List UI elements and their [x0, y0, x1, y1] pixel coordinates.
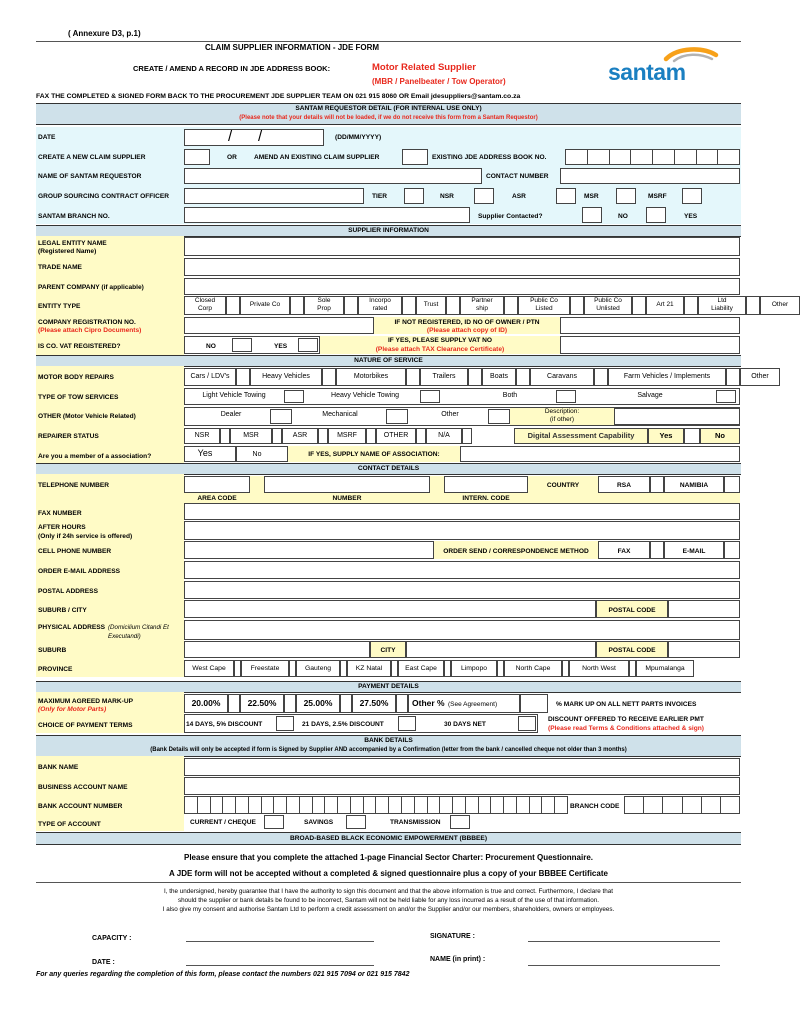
- markup-other-label: Other %: [412, 698, 445, 708]
- entity-type-label: Incorpo: [369, 297, 391, 304]
- province-checkbox[interactable]: [234, 660, 241, 677]
- repairer-status-checkbox[interactable]: [220, 428, 230, 444]
- entity-type-label: Unlisted: [596, 305, 620, 312]
- digital-no-label: No: [715, 431, 725, 440]
- country-label: COUNTRY: [546, 482, 580, 489]
- digital-capability-label: Digital Assessment Capability: [527, 431, 635, 440]
- amend-supplier-checkbox[interactable]: [402, 149, 428, 165]
- contact-number-label: CONTACT NUMBER: [486, 173, 549, 180]
- markup-other-field[interactable]: [520, 694, 548, 713]
- tier-checkbox-nsr[interactable]: [404, 188, 424, 204]
- company-registration-note: (Please attach Cipro Documents): [38, 327, 142, 334]
- physical-address-note: (Domicilium Citandi Et Executandi): [108, 624, 169, 640]
- annexure-label: ( Annexure D3, p.1): [68, 29, 141, 38]
- after-hours-sub: (Only if 24h service is offered): [38, 533, 133, 540]
- fax-instruction: FAX THE COMPLETED & SIGNED FORM BACK TO THE PROCUREMENT JDE SUPPLIER TEAM ON 021 915 8060 OR Email jdesuppliers@santam.co.za: [36, 93, 521, 100]
- account-number-label: BANK ACCOUNT NUMBER: [38, 803, 123, 810]
- declaration-line-2: should the supplier or bank details be found to be incorrect, Santam will not be held liable for any loss incurred as a result of the use of that information.: [177, 897, 600, 904]
- entity-type-label: Prop: [317, 305, 331, 312]
- terms-21-checkbox[interactable]: [398, 716, 416, 731]
- business-account-field[interactable]: [184, 777, 740, 795]
- province-label: North West: [582, 665, 616, 672]
- motor-body-checkbox[interactable]: [322, 368, 336, 386]
- other-dealer-checkbox[interactable]: [270, 409, 292, 424]
- repairer-status-checkbox[interactable]: [318, 428, 328, 444]
- entity-type-label: Liability: [711, 305, 733, 312]
- association-name-label: IF YES, SUPPLY NAME OF ASSOCIATION:: [308, 451, 440, 458]
- fax-number-field[interactable]: [184, 503, 740, 520]
- markup-value: 20.00%: [191, 698, 221, 708]
- other-other-option: Other: [441, 411, 459, 418]
- order-email-label: E-MAIL: [682, 548, 706, 555]
- capacity-line[interactable]: [186, 941, 374, 942]
- date-label: DATE: [38, 134, 56, 141]
- postal-code-2-field[interactable]: [668, 641, 740, 658]
- country-namibia-checkbox[interactable]: [724, 476, 740, 493]
- existing-jde-number-field[interactable]: [565, 149, 740, 165]
- bank-note: (Bank Details will only be accepted if form is Signed by Supplier AND accompanied by a Confirmation (letter from the bank / cancelled cheque not older than 3 months): [150, 747, 627, 753]
- repairer-status-label: MSR: [243, 432, 259, 439]
- motor-body-checkbox[interactable]: [516, 368, 530, 386]
- motor-body-checkbox[interactable]: [468, 368, 482, 386]
- bank-header-text: BANK DETAILS: [364, 737, 413, 744]
- markup-options: [184, 694, 408, 713]
- legal-entity-label: LEGAL ENTITY NAME: [38, 240, 107, 247]
- business-account-label: BUSINESS ACCOUNT NAME: [38, 784, 128, 791]
- telephone-label: TELEPHONE NUMBER: [38, 482, 110, 489]
- city-field[interactable]: [406, 641, 596, 658]
- area-code-label: AREA CODE: [197, 495, 237, 502]
- other-mechanical-checkbox[interactable]: [386, 409, 408, 424]
- service-section-header: NATURE OF SERVICE: [36, 355, 741, 367]
- tow-salvage-checkbox[interactable]: [716, 390, 736, 403]
- requestor-name-label: NAME OF SANTAM REQUESTOR: [38, 173, 142, 180]
- entity-type-checkbox[interactable]: [504, 296, 518, 315]
- motor-body-checkbox[interactable]: [726, 368, 740, 386]
- markup-checkbox[interactable]: [228, 694, 240, 713]
- motor-body-label: Trailers: [432, 373, 456, 380]
- after-hours-label: AFTER HOURS: [38, 524, 86, 531]
- entity-type-label: Ltd: [717, 297, 727, 304]
- telephone-intern-field[interactable]: [444, 476, 528, 493]
- contacted-no-label: NO: [618, 213, 628, 220]
- markup-other-note: (See Agreement): [448, 701, 498, 708]
- order-email-address-field[interactable]: [184, 561, 740, 579]
- markup-checkbox[interactable]: [396, 694, 408, 713]
- signature-line[interactable]: [528, 941, 720, 942]
- association-yes-label: Yes: [197, 448, 213, 458]
- repairer-status-label: OTHER: [383, 432, 409, 439]
- entity-type-label: Sole: [317, 297, 331, 304]
- tow-both-option: Both: [502, 392, 518, 399]
- tier-checkbox-msrf[interactable]: [616, 188, 636, 204]
- markup-note: (Only for Motor Parts): [38, 706, 107, 713]
- date-separator: /: [228, 128, 233, 145]
- repairer-status-checkbox[interactable]: [416, 428, 426, 444]
- subtitle-highlight: Motor Related Supplier: [372, 62, 476, 73]
- tier-msr-label: MSR: [584, 193, 599, 200]
- order-fax-label: FAX: [617, 548, 631, 555]
- other-other-checkbox[interactable]: [488, 409, 510, 424]
- divider: [36, 41, 741, 42]
- suburb-city-label: SUBURB / CITY: [38, 607, 87, 614]
- tier-checkbox-msrf-2[interactable]: [682, 188, 702, 204]
- entity-type-label: Public Co: [530, 297, 558, 304]
- repairer-status-checkbox[interactable]: [272, 428, 282, 444]
- entity-type-options: [184, 296, 789, 315]
- contacted-yes-label: YES: [684, 213, 698, 220]
- other-service-label: OTHER (Motor Vehicle Related): [38, 413, 136, 420]
- motor-body-label: Other: [751, 373, 769, 380]
- repairer-status-label: REPAIRER STATUS: [38, 433, 99, 440]
- entity-type-checkbox[interactable]: [446, 296, 460, 315]
- parent-company-field[interactable]: [184, 278, 740, 295]
- province-label: Limpopo: [460, 665, 488, 672]
- attach-id-note: (Please attach copy of ID): [426, 327, 508, 334]
- markup-value: 22.50%: [247, 698, 277, 708]
- vat-no-checkbox[interactable]: [232, 338, 252, 352]
- suburb-city-field[interactable]: [184, 600, 596, 618]
- province-label: Gauteng: [304, 665, 332, 672]
- subtitle-prefix: CREATE / AMEND A RECORD IN JDE ADDRESS BOOK:: [133, 64, 331, 73]
- bbbee-line-1: Please ensure that you complete the attached 1-page Financial Sector Charter: Procurement Questionnaire.: [183, 853, 593, 862]
- contact-section-header: CONTACT DETAILS: [36, 463, 741, 475]
- requestor-header-text: SANTAM REQUESTOR DETAIL (FOR INTERNAL USE ONLY): [295, 105, 482, 112]
- existing-jde-label: EXISTING JDE ADDRESS BOOK NO.: [432, 154, 547, 161]
- entity-type-label: Art 21: [656, 301, 674, 308]
- company-registration-label: COMPANY REGISTRATION NO.: [38, 319, 136, 326]
- branch-code-field[interactable]: [624, 796, 740, 814]
- province-options: [184, 660, 740, 677]
- province-checkbox[interactable]: [289, 660, 296, 677]
- terms-30-checkbox[interactable]: [518, 716, 536, 731]
- amend-supplier-label: AMEND AN EXISTING CLAIM SUPPLIER: [254, 154, 380, 161]
- entity-type-checkbox[interactable]: [632, 296, 646, 315]
- tier-nsr-label: NSR: [440, 193, 454, 200]
- tier-label: TIER: [372, 193, 388, 200]
- vat-registered-label: IS CO. VAT REGISTERED?: [38, 343, 121, 350]
- country-rsa-label: RSA: [617, 482, 631, 489]
- motor-body-label: Caravans: [547, 373, 577, 380]
- province-checkbox[interactable]: [562, 660, 569, 677]
- entity-type-label: Partner: [471, 297, 493, 304]
- terms-30-days: 30 DAYS NET: [444, 721, 486, 728]
- description-label: Description:: [544, 408, 580, 415]
- vat-yes-checkbox[interactable]: [298, 338, 318, 352]
- description-field[interactable]: [614, 408, 740, 425]
- province-label: East Cape: [405, 665, 437, 672]
- branch-number-label: SANTAM BRANCH NO.: [38, 213, 110, 220]
- markup-value: 25.00%: [303, 698, 333, 708]
- entity-type-checkbox[interactable]: [290, 296, 304, 315]
- group-sourcing-field[interactable]: [184, 188, 364, 204]
- markup-value: 27.50%: [359, 698, 389, 708]
- entity-type-label: ENTITY TYPE: [38, 303, 81, 310]
- entity-type-label: Listed: [535, 305, 553, 312]
- province-label: Mpumalanga: [645, 665, 685, 672]
- entity-type-label: rated: [372, 305, 388, 312]
- tier-checkbox-asr[interactable]: [474, 188, 494, 204]
- city-label: CITY: [380, 647, 396, 654]
- trade-name-field[interactable]: [184, 258, 740, 276]
- motor-body-label: Motorbikes: [353, 373, 389, 380]
- motor-body-checkbox[interactable]: [406, 368, 420, 386]
- vat-supply-label: IF YES, PLEASE SUPPLY VAT NO: [387, 337, 493, 344]
- motor-body-label: Boats: [490, 373, 508, 380]
- repairer-status-label: NSR: [194, 432, 210, 439]
- cell-phone-label: CELL PHONE NUMBER: [38, 548, 112, 555]
- cell-phone-field[interactable]: [184, 541, 434, 559]
- digital-yes-checkbox[interactable]: [684, 428, 700, 444]
- vat-no-label: NO: [206, 343, 216, 350]
- signature-label: SIGNATURE :: [430, 933, 475, 940]
- markup-checkbox[interactable]: [340, 694, 352, 713]
- province-checkbox[interactable]: [340, 660, 347, 677]
- divider: [36, 882, 741, 883]
- subtitle-sub: (MBR / Panelbeater / Tow Operator): [372, 77, 506, 86]
- tow-heavy-checkbox[interactable]: [420, 390, 440, 403]
- association-no-label: No: [252, 451, 262, 458]
- motor-body-checkbox[interactable]: [594, 368, 608, 386]
- terms-14-days: 14 DAYS, 5% DISCOUNT: [186, 721, 263, 728]
- entity-type-label: Corp: [197, 305, 213, 312]
- tier-asr-label: ASR: [512, 193, 526, 200]
- tow-salvage-option: Salvage: [637, 392, 663, 399]
- markup-all-label: % MARK UP ON ALL NETT PARTS INVOICES: [556, 701, 697, 708]
- order-email-checkbox[interactable]: [724, 541, 740, 559]
- motor-body-checkbox[interactable]: [236, 368, 250, 386]
- account-number-field[interactable]: [184, 796, 568, 814]
- date-signoff-label: DATE :: [92, 959, 115, 966]
- repairer-status-options: [184, 428, 514, 444]
- account-type-current: CURRENT / CHEQUE: [190, 819, 256, 826]
- santam-logo: [608, 47, 720, 85]
- entity-type-label: Other: [771, 301, 789, 308]
- payment-terms-label: CHOICE OF PAYMENT TERMS: [38, 722, 133, 729]
- entity-type-label: ship: [476, 305, 488, 312]
- association-name-field[interactable]: [460, 446, 740, 462]
- contact-number-field[interactable]: [560, 168, 740, 184]
- country-rsa-checkbox[interactable]: [650, 476, 664, 493]
- discount-note: (Please read Terms & Conditions attached & sign): [548, 725, 704, 732]
- account-savings-checkbox[interactable]: [346, 815, 366, 829]
- owner-id-field[interactable]: [560, 317, 740, 334]
- create-supplier-checkbox[interactable]: [184, 149, 210, 165]
- order-fax-checkbox[interactable]: [650, 541, 664, 559]
- declaration-line-3: I also give my consent and authorise Santam Ltd to perform a credit assessment on and/or the Supplier and/or our members, shareholders, owners or employees.: [162, 906, 615, 913]
- repairer-status-checkbox[interactable]: [366, 428, 376, 444]
- branch-number-field[interactable]: [184, 207, 470, 223]
- contacted-no-checkbox[interactable]: [582, 207, 602, 223]
- province-checkbox[interactable]: [497, 660, 504, 677]
- account-type-transmission: TRANSMISSION: [390, 819, 441, 826]
- company-registration-field[interactable]: [184, 317, 374, 334]
- description-sub: (if other): [549, 416, 575, 423]
- legal-entity-sub: (Registered Name): [38, 248, 97, 255]
- province-label: KZ Natal: [355, 665, 383, 672]
- motor-body-label: Heavy Vehicles: [262, 373, 310, 380]
- digital-yes-label: Yes: [659, 431, 673, 440]
- association-label: Are you a member of a association?: [38, 453, 152, 460]
- footer-queries: For any queries regarding the completion of this form, please contact the numbers 021 915 7094 or 021 915 7842: [36, 971, 410, 978]
- markup-label: MAXIMUM AGREED MARK-UP: [38, 698, 133, 705]
- form-title: CLAIM SUPPLIER INFORMATION - JDE FORM: [205, 43, 380, 52]
- bbbee-line-2: A JDE form will not be accepted without a completed & signed questionnaire plus a copy of your BBBEE Certificate: [169, 869, 608, 878]
- entity-type-checkbox[interactable]: [344, 296, 358, 315]
- motor-body-label: Cars / LDV's: [190, 373, 230, 380]
- declaration-line-1: I, the undersigned, hereby guarantee that I have the authority to sign this document and that the above information is true and correct. Furthermore, I declare that: [163, 888, 614, 895]
- tow-heavy-option: Heavy Vehicle Towing: [331, 392, 399, 399]
- telephone-area-field[interactable]: [184, 476, 250, 493]
- province-label: North Cape: [515, 665, 551, 672]
- order-email-address-label: ORDER E-MAIL ADDRESS: [38, 568, 121, 575]
- tow-services-label: TYPE OF TOW SERVICES: [38, 394, 119, 401]
- parent-company-label: PARENT COMPANY (if applicable): [38, 284, 144, 291]
- telephone-gap: [250, 476, 264, 493]
- legal-entity-field[interactable]: [184, 237, 740, 256]
- province-label: West Cape: [192, 665, 226, 672]
- entity-type-label: Public Co: [594, 297, 622, 304]
- terms-14-checkbox[interactable]: [276, 716, 294, 731]
- markup-checkbox[interactable]: [284, 694, 296, 713]
- account-type-label: TYPE OF ACCOUNT: [38, 821, 101, 828]
- tier-msrf-label: MSRF: [648, 193, 667, 200]
- entity-type-label: Trust: [423, 301, 439, 308]
- suburb-field[interactable]: [184, 641, 370, 658]
- account-type-savings: SAVINGS: [304, 819, 334, 826]
- telephone-number-field[interactable]: [264, 476, 430, 493]
- bank-name-label: BANK NAME: [38, 764, 79, 771]
- vat-yes-label: YES: [274, 343, 288, 350]
- intern-code-label: INTERN. CODE: [462, 495, 510, 502]
- entity-type-label: Closed: [194, 297, 216, 304]
- bank-section-header: [36, 735, 741, 757]
- entity-type-checkbox[interactable]: [402, 296, 416, 315]
- after-hours-field[interactable]: [184, 521, 740, 540]
- repairer-status-label: N/A: [438, 432, 450, 439]
- entity-type-checkbox[interactable]: [570, 296, 584, 315]
- tow-light-option: Light Vehicle Towing: [202, 392, 266, 399]
- requestor-name-field[interactable]: [184, 168, 482, 184]
- entity-type-label: Private Co: [249, 301, 281, 308]
- bank-name-field[interactable]: [184, 758, 740, 776]
- vat-number-field[interactable]: [560, 336, 740, 354]
- name-print-label: NAME (in print) :: [430, 956, 486, 963]
- supplier-contacted-label: Supplier Contacted?: [478, 213, 543, 220]
- province-checkbox[interactable]: [629, 660, 636, 677]
- motor-body-label: MOTOR BODY REPAIRS: [38, 374, 114, 381]
- entity-type-checkbox[interactable]: [226, 296, 240, 315]
- payment-section-header: PAYMENT DETAILS: [36, 681, 741, 693]
- order-method-label: ORDER SEND / CORRESPONDENCE METHOD: [443, 548, 589, 555]
- repairer-status-label: ASR: [292, 432, 308, 439]
- requestor-section-header: [36, 103, 741, 125]
- discount-label: DISCOUNT OFFERED TO RECEIVE EARLIER PMT: [548, 716, 704, 723]
- logo-text: santam: [608, 59, 686, 85]
- supplier-section-header: SUPPLIER INFORMATION: [36, 225, 741, 237]
- requestor-note: (Please note that your details will not be loaded, if we do not receive this form from a Santam Requestor): [239, 115, 538, 121]
- country-namibia-label: NAMIBIA: [679, 482, 709, 489]
- postal-address-label: POSTAL ADDRESS: [38, 588, 98, 595]
- province-checkbox[interactable]: [444, 660, 451, 677]
- tier-checkbox-msr[interactable]: [556, 188, 576, 204]
- province-label: Freestate: [250, 665, 280, 672]
- contacted-yes-checkbox[interactable]: [646, 207, 666, 223]
- branch-code-label: BRANCH CODE: [570, 803, 620, 810]
- province-label: PROVINCE: [38, 666, 73, 673]
- other-mechanical-option: Mechanical: [322, 411, 358, 418]
- fax-number-label: FAX NUMBER: [38, 510, 82, 517]
- physical-address-label: PHYSICAL ADDRESS: [38, 624, 106, 631]
- date-field[interactable]: [184, 129, 324, 146]
- date-separator: /: [258, 128, 263, 145]
- date-format: (DD/MM/YYYY): [335, 134, 382, 141]
- date-signoff-line[interactable]: [186, 965, 374, 966]
- bbbee-section-header: BROAD-BASED BLACK ECONOMIC EMPOWERMENT (BBBEE): [36, 832, 741, 845]
- postal-code-field[interactable]: [668, 600, 740, 618]
- physical-address-field[interactable]: [184, 620, 740, 640]
- telephone-gap: [430, 476, 444, 493]
- group-sourcing-label: GROUP SOURCING CONTRACT OFFICER: [38, 193, 170, 200]
- or-label: OR: [227, 154, 237, 161]
- number-label: NUMBER: [332, 495, 362, 502]
- province-checkbox[interactable]: [391, 660, 398, 677]
- tow-both-checkbox[interactable]: [556, 390, 576, 403]
- other-dealer-option: Dealer: [220, 411, 242, 418]
- postal-code-label: POSTAL CODE: [608, 607, 656, 614]
- create-supplier-label: CREATE A NEW CLAIM SUPPLIER: [38, 154, 146, 161]
- name-print-line[interactable]: [528, 965, 720, 966]
- entity-type-checkbox[interactable]: [684, 296, 698, 315]
- postal-code-2-label: POSTAL CODE: [608, 647, 656, 654]
- not-registered-label: IF NOT REGISTERED, ID NO OF OWNER / PTN: [394, 319, 540, 326]
- suburb-label: SUBURB: [38, 647, 67, 654]
- vat-note: (Please attach TAX Clearance Certificate): [375, 346, 505, 353]
- entity-type-checkbox[interactable]: [746, 296, 760, 315]
- tow-light-checkbox[interactable]: [284, 390, 304, 403]
- postal-address-field[interactable]: [184, 581, 740, 599]
- account-current-checkbox[interactable]: [264, 815, 284, 829]
- trade-name-label: TRADE NAME: [38, 264, 82, 271]
- repairer-status-checkbox[interactable]: [462, 428, 472, 444]
- motor-body-label: Farm Vehicles / Implements: [623, 373, 711, 380]
- repairer-status-label: MSRF: [337, 432, 357, 439]
- capacity-label: CAPACITY :: [92, 935, 132, 942]
- motor-body-options: [184, 368, 769, 386]
- account-transmission-checkbox[interactable]: [450, 815, 470, 829]
- terms-21-days: 21 DAYS, 2.5% DISCOUNT: [302, 721, 384, 728]
